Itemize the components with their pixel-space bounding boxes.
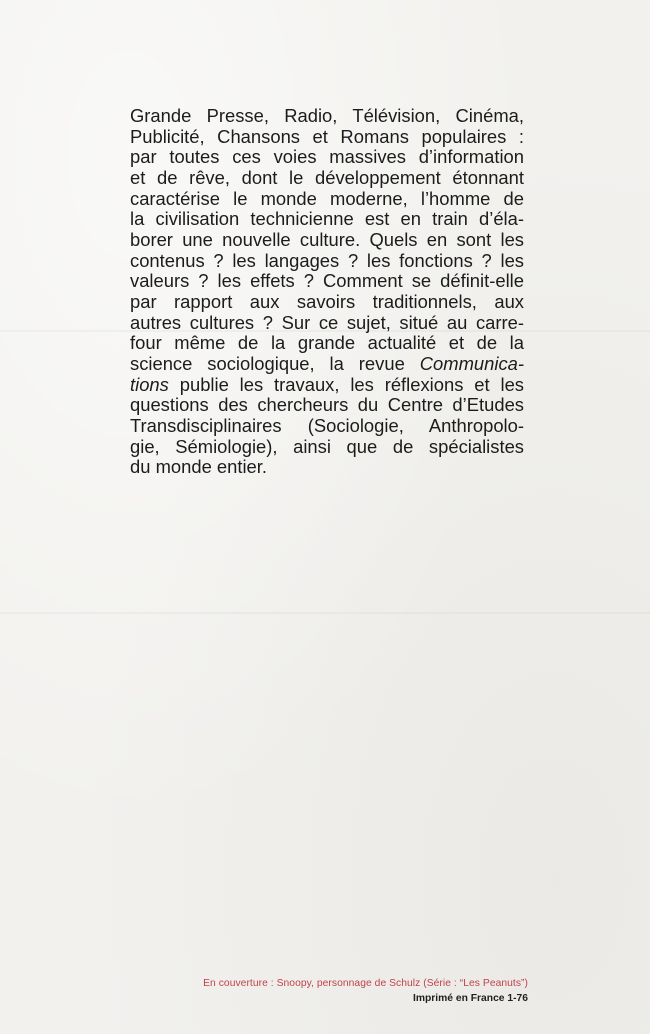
text-line: autres cultures ? Sur ce sujet, situé au carre- [130,311,524,333]
text-line: par rapport aux savoirs traditionnels, aux [130,290,524,312]
cover-credit: En couverture : Snoopy, personnage de Schulz (Série : “Les Peanuts”) [203,978,528,989]
text-line: questions des chercheurs du Centre d’Etudes [130,394,524,416]
text-line [130,375,524,396]
text-line: du monde entier. [130,456,268,478]
text-line: Grande Presse, Radio, Télévision, Cinéma, [130,105,524,126]
text-line: four même de la grande actualité et de la [130,332,524,354]
paper-crease [0,612,650,614]
text-line: Transdisciplinaires (Sociologie, Anthropolo- [130,414,524,436]
text-line: et de rêve, dont le développement étonnant [130,166,524,188]
text-line [130,354,524,375]
text-line: valeurs ? les effets ? Comment se définit-elle [130,270,524,292]
text-line: gie, Sémiologie), ainsi que de spécialistes [130,435,524,457]
description-paragraph [130,106,524,478]
text-line: la civilisation technicienne est en train d’éla- [130,208,524,230]
journal-title-part: tions [130,373,169,395]
text-line: caractérise le monde moderne, l’homme de [130,187,524,209]
printer-note: Imprimé en France 1-76 [412,993,528,1004]
text-line: Publicité, Chansons et Romans populaires : [130,125,524,147]
text-line: par toutes ces voies massives d’information [130,146,524,168]
journal-title-part: Communica- [419,352,524,374]
text-run: publie les travaux, les réflexions et les [179,373,524,395]
text-line: contenus ? les langages ? les fonctions ? les [130,249,524,271]
text-line: borer une nouvelle culture. Quels en sont les [130,228,524,250]
text-run: science sociologique, la revue [130,352,405,374]
